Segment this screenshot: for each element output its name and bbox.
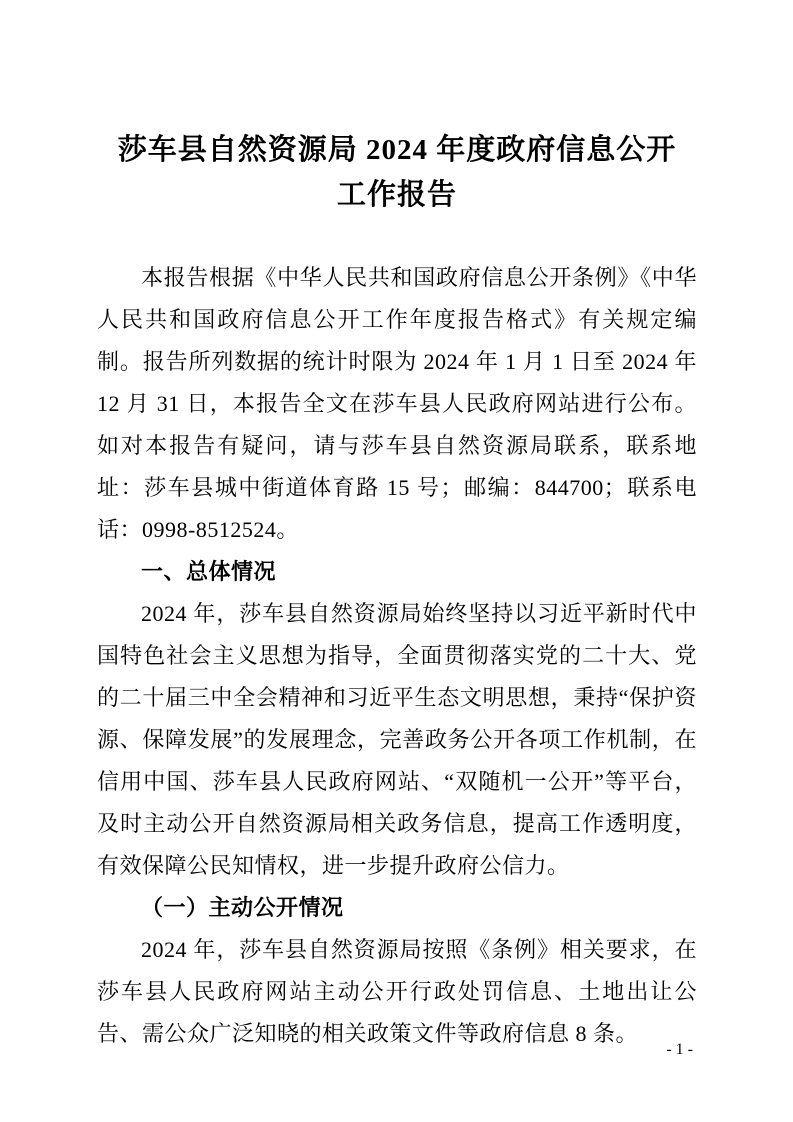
- section-1-paragraph: 2024 年，莎车县自然资源局始终坚持以习近平新时代中国特色社会主义思想为指导，全面贯彻落实党的二十大、党的二十届三中全会精神和习近平生态文明思想，秉持“保护资源、保障发展”的发展理念，完善政务公开各项工作机制，在信用中国、莎车县人民政府网站、“双随机一公开”等平台，及时主动公开自然资源局相关政务信息，提高工作透明度，有效保障公民知情权，进一步提升政府公信力。: [97, 601, 697, 878]
- subsection-1-paragraph: 2024 年，莎车县自然资源局按照《条例》相关要求，在莎车县人民政府网站主动公开行政处罚信息、土地出让公告、需公众广泛知晓的相关政策文件等政府信息 8 条。: [97, 937, 697, 1046]
- document-title: [97, 128, 697, 218]
- subsection-1-heading: （一）主动公开情况: [141, 895, 344, 920]
- document-title-line2: 工作报告: [336, 179, 457, 211]
- intro-paragraph: 本报告根据《中华人民共和国政府信息公开条例》《中华人民共和国政府信息公开工作年度报告格式》有关规定编制。报告所列数据的统计时限为 2024 年 1 月 1 日至 2024 年 12 月 31 日，本报告全文在莎车县人民政府网站进行公布。如对本报告有疑问，请与莎车县自然资源局联系，联系地址：莎车县城中街道体育路 15 号；邮编：844700；联系电话：0998-8512524。: [97, 265, 697, 542]
- section-1-heading: 一、总体情况: [141, 559, 277, 584]
- page-number: - 1 -: [666, 1041, 693, 1058]
- document-content: [97, 0, 697, 1055]
- document-title-line1: 莎车县自然资源局 2024 年度政府信息公开: [117, 134, 677, 166]
